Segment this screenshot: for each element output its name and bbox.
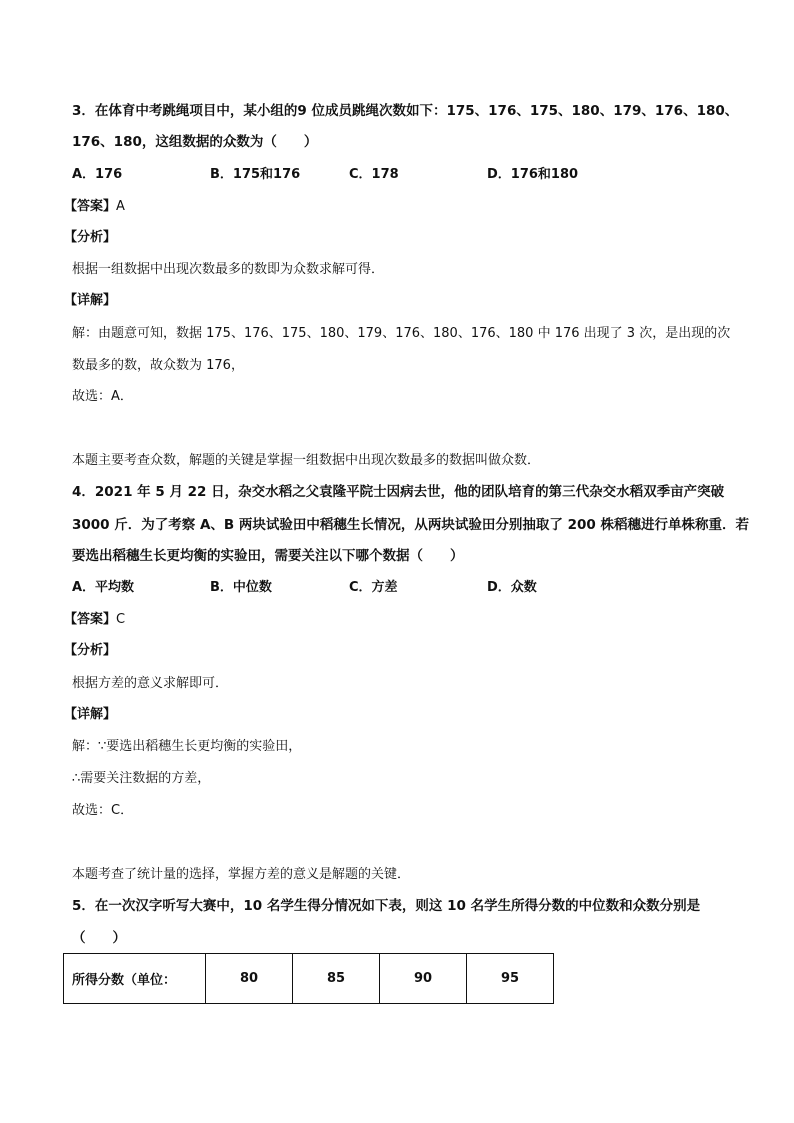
q4-detail-line2: ∴需要关注数据的方差， — [72, 771, 211, 786]
score-cell-95: 95 — [467, 954, 554, 1004]
q4-option-d: D．众数 — [487, 580, 537, 595]
q3-choose: 故选：A． — [72, 389, 133, 404]
q3-answer-value: A — [116, 199, 125, 214]
q3-stem-line1: 3．在体育中考跳绳项目中，某小组的9 位成员跳绳次数如下：175、176、175、180、179、176、180、 — [72, 103, 739, 119]
score-cell-80: 80 — [206, 954, 293, 1004]
q4-stem-line1: 4．2021 年 5 月 22 日，杂交水稻之父袁隆平院士因病去世，他的团队培育的第三代杂交水稻双季亩产突破 — [72, 484, 725, 500]
q4-option-c: C．方差 — [349, 580, 398, 595]
q4-answer-row — [64, 611, 125, 629]
table-row — [64, 954, 554, 1004]
q3-analysis-text: 根据一组数据中出现次数最多的数即为众数求解可得． — [72, 262, 385, 277]
q3-detail-tag: 【详解】 — [64, 293, 117, 308]
q3-option-b: B．175和176 — [210, 167, 301, 182]
q4-comment: 本题考查了统计量的选择，掌握方差的意义是解题的关键． — [72, 867, 411, 882]
q3-analysis-tag: 【分析】 — [64, 230, 117, 245]
q4-option-a: A．平均数 — [72, 580, 135, 595]
q5-stem-line2: （ ） — [72, 930, 126, 946]
q3-stem-line2: 176、180，这组数据的众数为（ ） — [72, 134, 318, 150]
q4-option-b: B．中位数 — [210, 580, 272, 595]
q4-analysis-tag: 【分析】 — [64, 643, 117, 658]
q3-answer-tag: 【答案】 — [64, 199, 117, 214]
q4-answer-value: C — [116, 612, 126, 627]
q3-detail-line2: 数最多的数，故众数为 176， — [72, 358, 244, 373]
q4-analysis-text: 根据方差的意义求解即可． — [72, 676, 229, 691]
q3-detail-line1: 解：由题意可知，数据 175、176、175、180、179、176、180、176、180 中 176 出现了 3 次，是出现的次 — [72, 326, 731, 341]
score-header-cell: 所得分数（单位： — [64, 954, 206, 1004]
q5-stem-line1: 5．在一次汉字听写大赛中，10 名学生得分情况如下表，则这 10 名学生所得分数的中位数和众数分别是 — [72, 898, 701, 914]
q3-option-d: D．176和180 — [487, 167, 579, 182]
q4-choose: 故选：C． — [72, 803, 134, 818]
q4-detail-tag: 【详解】 — [64, 707, 117, 722]
q4-stem-line3: 要选出稻穗生长更均衡的实验田，需要关注以下哪个数据（ ） — [72, 548, 464, 564]
q4-stem-line2: 3000 斤．为了考察 A、B 两块试验田中稻穗生长情况，从两块试验田分别抽取了 200 株稻穗进行单株称重．若 — [72, 517, 749, 533]
q3-comment: 本题主要考查众数，解题的关键是掌握一组数据中出现次数最多的数据叫做众数． — [72, 453, 541, 468]
score-cell-85: 85 — [293, 954, 380, 1004]
q3-answer-row — [64, 198, 125, 216]
q5-score-table — [63, 953, 554, 1004]
score-cell-90: 90 — [380, 954, 467, 1004]
q4-detail-line1: 解：∵要选出稻穗生长更均衡的实验田， — [72, 739, 302, 754]
q3-option-a: A．176 — [72, 167, 123, 182]
q4-answer-tag: 【答案】 — [64, 612, 117, 627]
q3-option-c: C．178 — [349, 167, 399, 182]
